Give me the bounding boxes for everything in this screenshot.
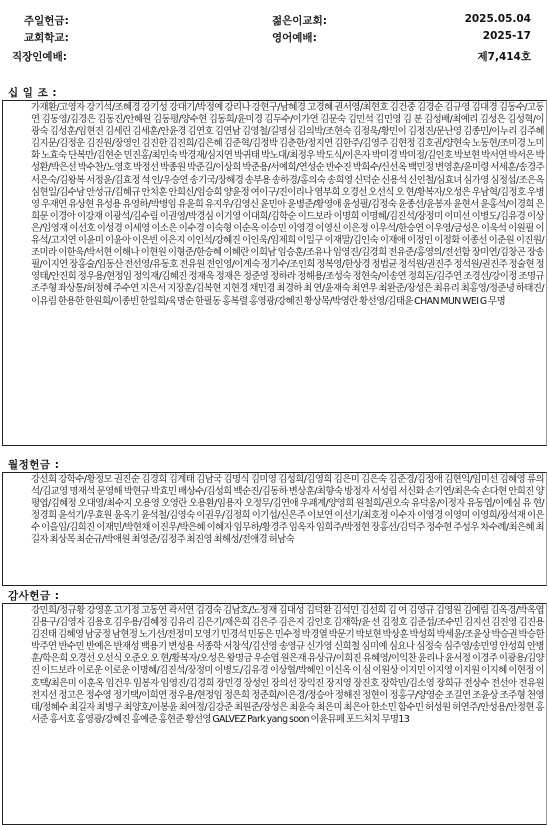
- header-row-1: [0, 8, 549, 26]
- tithe-names: 가재환/고영자 강기석/조혜경 강기성 강대기/박정예 강리나 강현구/남혜경 고경혜 권서영/최현호 김건중 김경순 김규영 김대경 김동수/고동연 김동영/김경은 김동진/안혜원 김동평/양수현 김동희/윤미경 김두수/이가연 김문숙 김민석 김민영 김 분 김성배/최예리 김성은 김성혁/이광숙 김성훈/임현진 김세린 김세훈/안윤경 김연호 김연남 김영철/길명심 김의박/조현숙 김정욱/황민이 김정진/문난영 김종민/이누리 김주혜 김지문/김정운 김진원/장영인 김진한 김진희/김은혜 김준혁/김정박 김춘한/정지연 김한주/김영주 김현정 김호권/양현숙 노동현/조미경 노미화 노효숙 단복만/김현순 민진홍/최민숙 박경재/심지연 박귀태 박노대/최정우 박도식/이은자 박미경 박미정/김인호 박보현 박서연 박서은 박성환/박은선 박수찬/노영호 박정선 박종원 박준길/이상희 박준용/서예희/연성순 반수진 박희수/신선옥 백민정 변영훈/윤미령 서세훈/송경주 서은숙/김왕복 서정윤/김효정 석 인/우승연 송기국/장해경 송부용 송하경/홍의숙 송희영 신덕순 신용석 신인철/심효녀 심가영 심정섭/조은옥 심현일/김수남 안성규/김혜규 안치훈 안희신/임승희 양윤정 여이구/진이리나 염부희 오경선 오선식 오 현/황복자/오성은 우남혁/김정호 우병영 우재연 유상현 유성용 유영하/박병임 유윤희 유지우/김영신 윤민아 윤병준/황영애 윤성필/김정숙 윤종선/윤봉자 윤현서 윤홍석/이경희 은희문 이경아 이강재 이광석/김수림 이권영/박경심 이기영 이대희/김학순 이드보라 이명희 이명혜/김진석/장정미 이미선 이병도/김유경 이상은/임영재 이선호 이성경 이세영 이소은 이수경 이숙형 이순옥 이승민 이영경 이영신 이은정 이우석/한승연 이우영/금성은 이욱석 이원필 이유석/고지연 이윤미 이윤아 이은빈 이은지 이인석/강혜진 이인욱/임제희 이일구 이재말/김인숙 이재애 이정인 이정화 이종선 이준원 이진원/조미라 이한욱/박서현 이해나 이현원 이형준/한승혜 이혜란 이희남 임승훈/조유나 임영진/김경희 전유준/홍영의/전선함 장미연/김창곤 장송필/이지연 장홍술/임동산 전선영/유동호 전유원 전인영/이계숙 정기수/조인희 정복영/한상경 정법균 정석원/권진주 정석원/권진주 정술현 정영태/안진희 정우용/현정임 정익재/김혜진 정재욱 정재은 정준영 정하라 정해용/조성숙 정현숙/이송연 정희돈/김주연 조경선/강이정 조명규 조주형 좌상통/허정혜 주수연 지은서 지장훈/김복현 지현경 채민경 최경하 최 연/윤재숙 최연우 최완준/장성은 최유리 최홍영/정준녕 하태진/이유림 한용한 한원희/이종빈 한일희/육명순 한필동 홍복렬 홍영광/강혜진 황상목/박영란 황선영/김태윤 CHAN MUN WEI G 무명: [2, 100, 547, 446]
- header-row-2: [0, 25, 549, 43]
- thanks-section: [0, 589, 549, 825]
- young-adult-church-label: 젊은이교회:: [272, 15, 327, 27]
- monthly-names: 강선희 강학수/황정모 권진순 김경희 김계태 김남국 김명식 김미영 김성희/김영희 김은미 김은숙 김준경/김정애 김현익/임미선 김혜영 류의석/김교영 명재석 문영해 박현규 박효민 배상수/김성희 백순진/김동하 변상훈/최향숙 방정자 서성림 서신화 손기연/최은숙 손다현 안희진 양평엽/김혜정 오대영/최수지 오용영 오영란 오용환/임용자 오정무/김연애 우괘계/양영희 원철희/권오숙 유덕옹/이정자 유동엽/이예심 유 현/정경희 윤석기/우효원 윤옥기 윤석철/김영숙 이권우/김정희 이기섭/신은주 이보연 이선기/최호정 이수자 이영경 이영미 이영희/장석재 이은수 이을임/김희진 이재민/박현채 이진우/박은혜 이혜자 임무하/황경주 임옥자 임희주/박정현 장홍선/김덕주 정수현 주성우 차수례/최은혜 최길자 최상목 최순규/박애원 최영준/김정주 최진영 최해성/전애경 허남숙: [2, 472, 547, 586]
- worker-worship-label: 직장인예배:: [12, 51, 67, 63]
- tithe-title: 십 일 조 :: [8, 87, 58, 99]
- thanks-names: 강민희/정규황 강영훈 고기정 고동연 곽서연 김경숙 김남호/노정재 김대성 김덕환 김석민 김선희 김 여 김영규 김영원 김예림 김옥경/박옥엽 김용구/김영자 김용호 김우용/김혜정 김유리 김은기/채은희 김은주 김은지 김인호 김재학/윤 선 김정호 김준섭/조수민 김지선 김진영 김진용 김진태 김혜영 남궁정 남현정 노기선/전정미 모영기 민경석 민동은 민수정 박경열 박문기 박보현 박상훈 박성희 박세윤/조윤상 박승권 박승한 박주연 반수민 반예은 반재성 백용기 변성용 서종학 서창석/김선영 송영규 신가영 신희철 심미예 심요나 심정숙 심주영/송민영 안성희 안병훈/학은희 오경선 오선식 오준오 오 현/황복자/오성은 왕명금 우순엽 원은재 유상규/이희진 유혜영/이익찬 윤리나 윤서정 이경주 이광용/김양진 이드보라 이로운 이로운 이명혜/김진석/장정미 이병도/김유경 이상협/박혜인 이신옥 이 심 이원상 이지민 이지영 이지원 이지혜 이현정 이호택/최은미 이훈옥 임건우 임봉자 임영진/김경희 장민경 장성인 장의선 장익진 장지영 장진호 장학민/김소영 장희규 전상수 전선아 전유원 전지선 정고은 정수영 정기택/이희연 정우용/현정임 정은희 정준희/이은경/정승아 정해진 정현이 정홍구/양영순 조길연 조윤상 조주형 천영태/정혜수 최길자 최병구 최양호/이봉윤 최여정/김강준 최원준/장성은 최윤숙 최은미 최은아 한소민 함수민 허성원 허연주/안성용/안정현 홍서준 홍서호 홍영광/강혜진 홍예준 홍현준 황선영 GALVEZ Park yang soon 이윤뮤페 포드처치 무명13: [2, 603, 547, 825]
- bulletin-date: 2025.05.04: [464, 13, 531, 25]
- monthly-title: 월정헌금 :: [8, 459, 60, 471]
- monthly-section: [0, 458, 549, 586]
- week-number: 2025-17: [482, 30, 531, 42]
- offering-summary-header: [0, 0, 549, 72]
- thanks-title: 감사헌금 :: [8, 590, 60, 602]
- church-school-label: 교회학교:: [24, 32, 69, 44]
- sunday-offering-label: 주일헌금:: [24, 15, 69, 27]
- issue-number: 제7,414호: [477, 51, 531, 63]
- english-worship-label: 영어예배:: [272, 32, 317, 44]
- tithe-section: [0, 86, 549, 446]
- header-row-3: [0, 44, 549, 62]
